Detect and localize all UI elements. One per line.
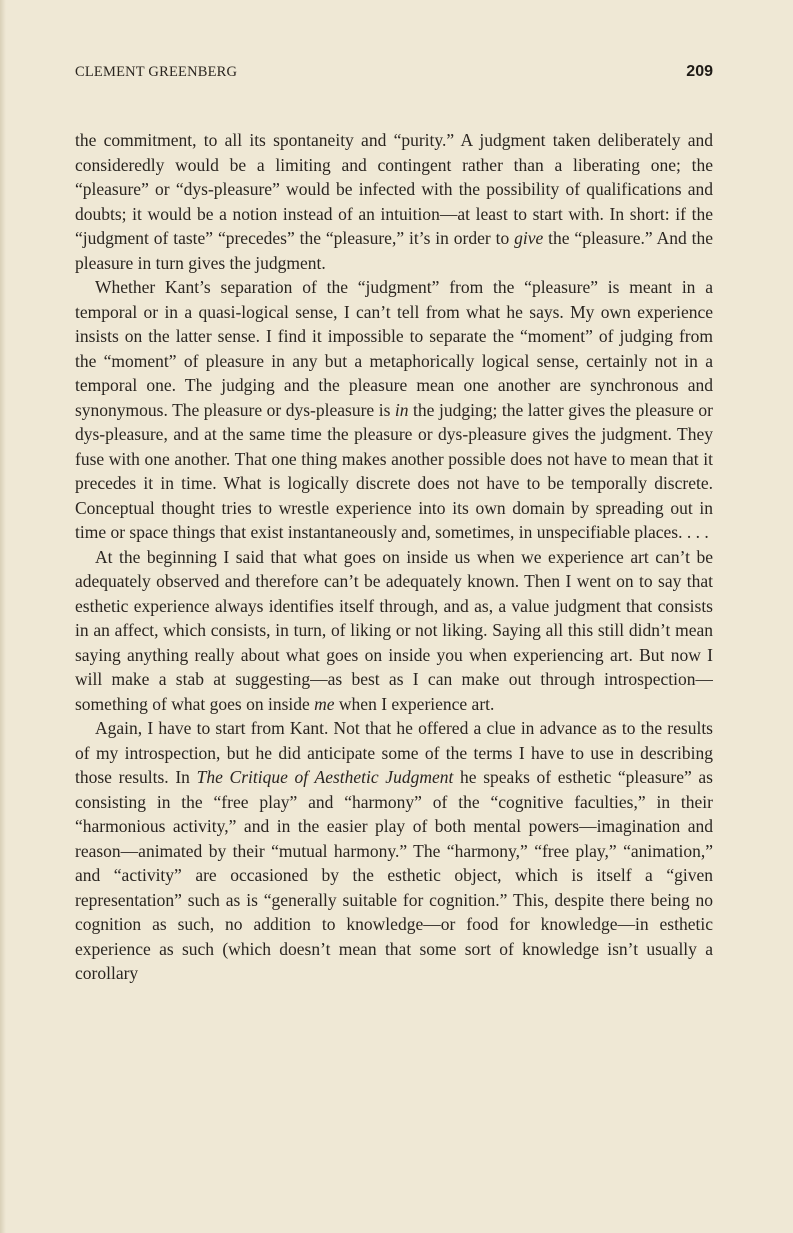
text-segment: the judging; the latter gives the pleasure or dys-pleasure, and at the same time the pleasure or dys-pleasure gives the judgment. They fuse with one another. That one thing makes another possible does not have to mean that it precedes it in time. What is logically discrete does not have to be temporally discrete. Conceptual thought tries to wrestle experience into its own domain by spreading out in time or space things that exist instantaneously and, sometimes, in unspecifiable places. . . .: [75, 399, 713, 542]
italic-segment: me: [314, 693, 335, 714]
text-segment: At the beginning I said that what goes on inside us when we experience art can’t be adequately observed and therefore can’t be adequately known. Then I went on to say that esthetic experience always identifies itself through, and as, a value judgment that consists in an affect, which consists, in turn, of liking or not liking. Saying all this still didn’t mean saying anything really about what goes on inside you when experiencing art. But now I will make a stab at suggesting—as best as I can make out through introspection—something of what goes on inside: [75, 546, 713, 714]
text-segment: Whether Kant’s separation of the “judgment” from the “pleasure” is meant in a temporal or in a quasi-logical sense, I can’t tell from what he says. My own experience insists on the latter sense. I find it impossible to separate the “moment” of judging from the “moment” of pleasure in any but a metaphorically logical sense, certainly not in a temporal one. The judging and the pleasure mean one another are synchronous and synonymous. The pleasure or dys-pleasure is: [75, 277, 713, 420]
text-segment: the “pleasure.” And the pleasure in turn gives the judgment.: [75, 228, 713, 273]
paragraph-3: [75, 545, 713, 717]
italic-segment: in: [394, 399, 409, 420]
paragraph-2: [75, 275, 713, 545]
paragraph-4: [75, 716, 713, 986]
body-text: [75, 128, 713, 1188]
italic-segment: give: [514, 228, 544, 248]
text-segment: he speaks of esthetic “pleasure” as consisting in the “free play” and “harmony” of the “cognitive faculties,” in their “harmonious activity,” and in the easier play of both mental powers—imagination and reason—animated by their “mutual harmony.” The “harmony,” “free play,” “animation,” and “activity” are occasioned by the esthetic object, which is itself a “given representation” such as is “generally suitable for cognition.” This, despite there being no cognition as such, no addition to knowledge—or food for knowledge—in esthetic experience as such (which doesn’t mean that some sort of knowledge isn’t usually a corollary: [75, 767, 713, 983]
page-number: 209: [686, 63, 713, 80]
text-segment: Again, I have to start from Kant. Not that he offered a clue in advance as to the results of my introspection, but he did anticipate some of the terms I have to use in describing those results. In: [75, 718, 713, 787]
running-title: CLEMENT GREENBERG: [75, 64, 238, 80]
paragraph-1: [75, 128, 713, 275]
running-head: [75, 64, 713, 86]
text-segment: when I experience art.: [334, 693, 495, 714]
page-gutter-shadow: [0, 0, 6, 1233]
italic-segment: The Critique of Aesthetic Judgment: [196, 767, 454, 787]
text-segment: the commitment, to all its spontaneity and “purity.” A judgment taken deliberately and consideredly would be a limiting and contingent rather than a liberating one; the “pleasure” or “dys-pleasure” would be infected with the possibility of qualifications and doubts; it would be a notion instead of an intuition—at least to start with. In short: if the “judgment of taste” “precedes” the “pleasure,” it’s in order to: [75, 130, 713, 248]
